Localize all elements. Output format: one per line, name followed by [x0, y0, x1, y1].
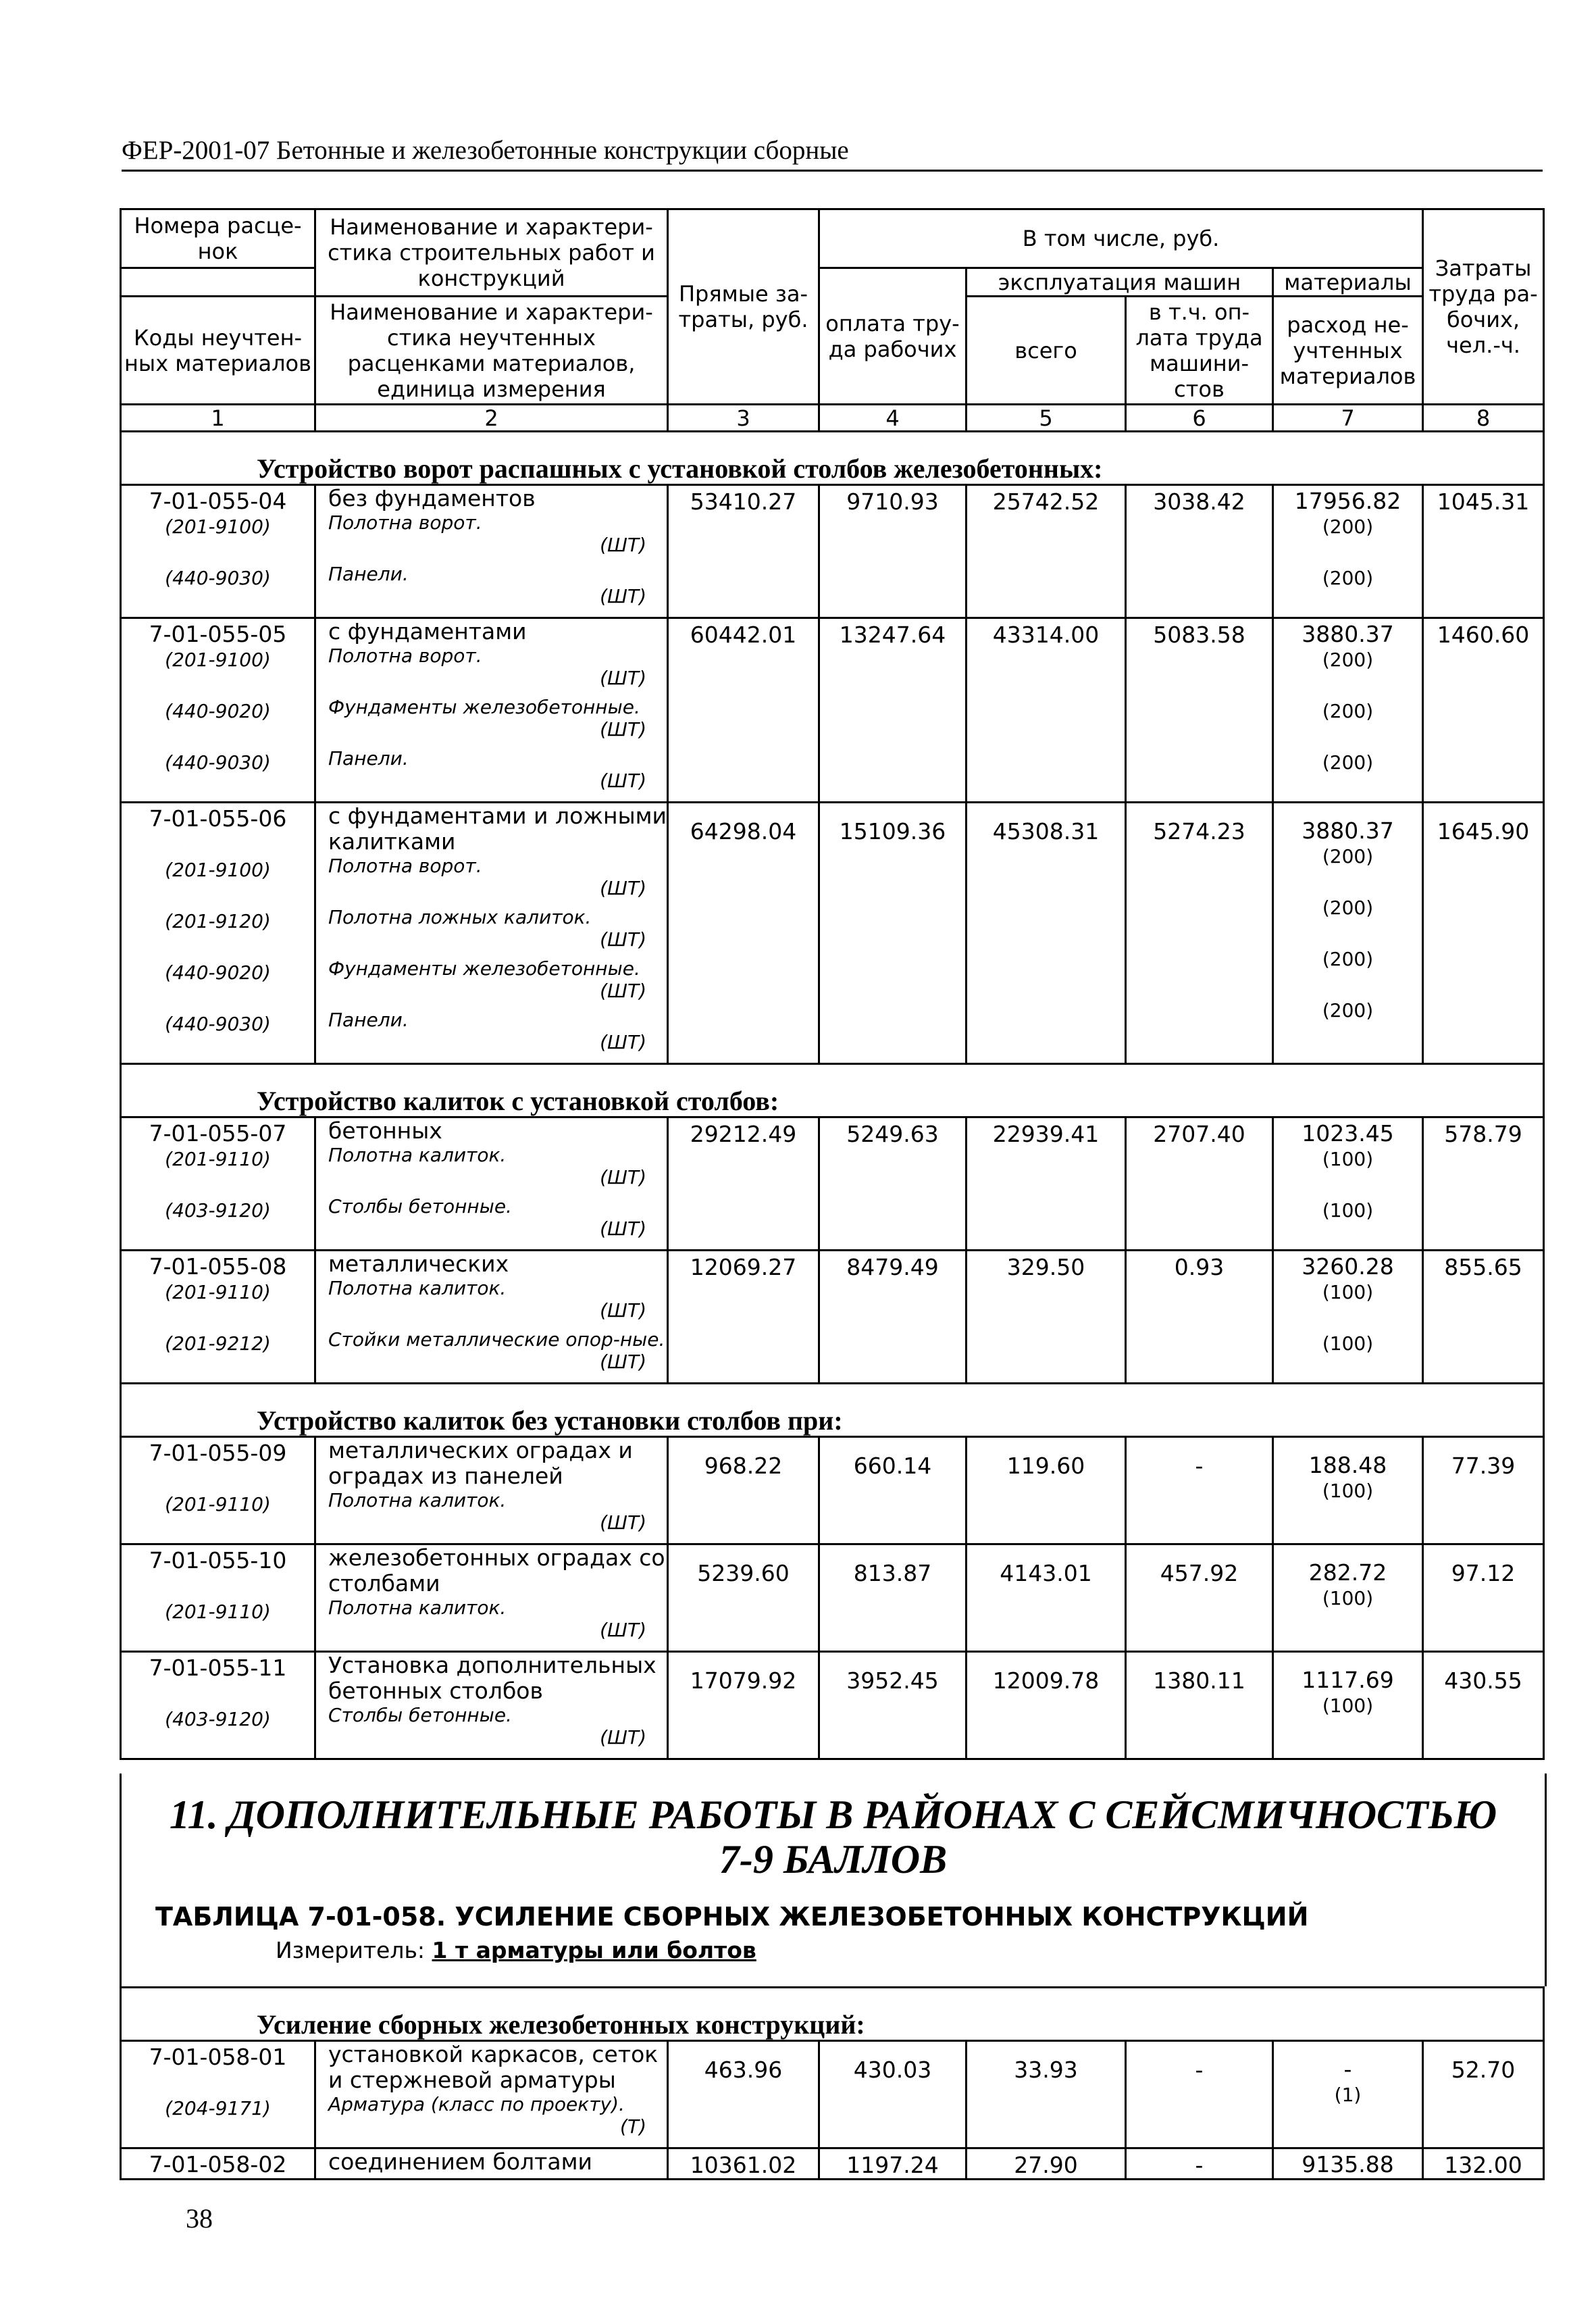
- material-name: Полотна калиток.: [328, 1277, 507, 1299]
- machine-total-value: 329.50: [967, 1251, 1126, 1384]
- labor-costs-value: 132.00: [1423, 2148, 1544, 2180]
- material-name: Полотна ложных калиток.: [328, 906, 592, 928]
- col-rate-numbers: Номера расце-нок: [121, 209, 315, 268]
- col-num: 4: [819, 405, 967, 432]
- material-usage-cell: [1273, 1117, 1423, 1251]
- rate-code: 7-01-055-08: [149, 1253, 287, 1280]
- rate-code-cell: [121, 618, 315, 803]
- material-usage-cell: [1273, 618, 1423, 803]
- col-num: 2: [315, 405, 668, 432]
- material-code: (201-9110): [165, 1281, 271, 1303]
- measure-unit: Измеритель: 1 т арматуры или болтов: [276, 1937, 756, 1963]
- material-qty: (200): [1322, 751, 1374, 774]
- material-item: [316, 1144, 667, 1195]
- material-item: [316, 1009, 667, 1060]
- work-name: бетонных: [328, 1117, 442, 1144]
- spacer: [122, 1574, 314, 1599]
- material-code: (201-9100): [165, 859, 271, 881]
- material-unit: (ШТ): [600, 585, 646, 607]
- material-code: (440-9030): [165, 1013, 271, 1035]
- rate-code-cell: [121, 1544, 315, 1652]
- material-name: Панели.: [328, 563, 409, 585]
- material-usage-cell: [1273, 1251, 1423, 1384]
- direct-costs-value: 968.22: [668, 1437, 819, 1544]
- col-material-usage: расход не-учтенных материалов: [1273, 297, 1423, 405]
- material-item: [316, 645, 667, 696]
- rates-table: [120, 208, 1545, 1760]
- spacer: [122, 1466, 314, 1492]
- material-usage-cell: [1273, 1652, 1423, 1759]
- col-num: 1: [121, 405, 315, 432]
- material-code: (440-9020): [165, 700, 271, 722]
- wages-value: 13247.64: [819, 618, 967, 803]
- material-name: Полотна ворот.: [328, 511, 482, 534]
- material-qty: (100): [1322, 1587, 1374, 1609]
- material-code: (403-9120): [165, 1708, 271, 1730]
- rate-code-cell: [121, 1652, 315, 1759]
- material-code: (201-9100): [165, 649, 271, 671]
- material-code: (201-9212): [165, 1332, 271, 1355]
- work-name: с фундаментами: [328, 618, 527, 645]
- col-num: 3: [668, 405, 819, 432]
- machine-total-value: 119.60: [967, 1437, 1126, 1544]
- machinist-wages-value: 0.93: [1126, 1251, 1273, 1384]
- material-qty: (200): [1322, 845, 1374, 867]
- material-usage-total: 282.72: [1308, 1559, 1387, 1586]
- table-title: ТАБЛИЦА 7-01-058. УСИЛЕНИЕ СБОРНЫХ ЖЕЛЕЗОБЕТОННЫХ КОНСТРУКЦИЙ: [155, 1902, 1309, 1932]
- material-item: [316, 1489, 667, 1540]
- page-number: 38: [186, 2203, 213, 2234]
- material-unit: (ШТ): [600, 1166, 646, 1188]
- col-material-codes: Коды неучтен-ных материалов: [121, 297, 315, 405]
- page-header: ФЕР-2001-07 Бетонные и железобетонные конструкции сборные: [122, 135, 1543, 172]
- material-unit: (ШТ): [600, 718, 646, 740]
- labor-costs-value: 1460.60: [1423, 618, 1544, 803]
- material-name: Полотна калиток.: [328, 1489, 507, 1511]
- chapter-heading: [120, 1774, 1547, 1986]
- wages-value: 430.03: [819, 2041, 967, 2148]
- material-unit: (ШТ): [600, 1619, 646, 1641]
- material-usage-total: 1117.69: [1302, 1667, 1394, 1693]
- labor-costs-value: 578.79: [1423, 1117, 1544, 1251]
- col-num: 7: [1273, 405, 1423, 432]
- rate-row: [121, 1117, 1544, 1251]
- material-usage-cell: [1273, 2148, 1423, 2180]
- material-qty: (100): [1322, 1332, 1374, 1355]
- work-name-cell: [315, 1652, 668, 1759]
- labor-costs-value: 1645.90: [1423, 803, 1544, 1064]
- rate-code-cell: [121, 2041, 315, 2148]
- material-name: Столбы бетонные.: [328, 1195, 512, 1217]
- work-name: металлических оградах и оградах из панелей: [328, 1437, 633, 1489]
- spacer: [122, 1681, 314, 1707]
- rate-code: 7-01-055-10: [149, 1547, 287, 1574]
- material-usage-cell: [1273, 1544, 1423, 1652]
- material-unit: (ШТ): [600, 1031, 646, 1053]
- direct-costs-value: 29212.49: [668, 1117, 819, 1251]
- spacer: [122, 2070, 314, 2096]
- direct-costs-value: 12069.27: [668, 1251, 819, 1384]
- rate-row: [121, 803, 1544, 1064]
- material-name: Полотна калиток.: [328, 1596, 507, 1619]
- material-code: (204-9171): [165, 2097, 271, 2119]
- section-header: [121, 1988, 1544, 2041]
- wages-value: 5249.63: [819, 1117, 967, 1251]
- material-name: Фундаменты железобетонные.: [328, 696, 640, 718]
- section-header: [121, 1064, 1544, 1117]
- machinist-wages-value: -: [1126, 2148, 1273, 2180]
- material-usage-cell: [1273, 2041, 1423, 2148]
- material-item: [316, 696, 667, 747]
- work-name: металлических: [328, 1251, 509, 1277]
- work-name-cell: [315, 2148, 668, 2180]
- work-name-cell: [315, 1544, 668, 1652]
- spacer: [122, 832, 314, 857]
- work-name-cell: [315, 618, 668, 803]
- work-name: Установка дополнительных бетонных столбов: [328, 1652, 657, 1704]
- rate-row: [121, 2041, 1544, 2148]
- section-title: Усиление сборных железобетонных конструкций:: [121, 1988, 1544, 2041]
- material-item: [316, 1596, 667, 1648]
- col-num: 8: [1423, 405, 1544, 432]
- material-name: Стойки металлические опор-ные.: [328, 1328, 665, 1351]
- direct-costs-value: 463.96: [668, 2041, 819, 2148]
- machine-total-value: 25742.52: [967, 485, 1126, 618]
- col-material-name: Наименование и характери-стика неучтенных расценками материалов, единица измерения: [315, 297, 668, 405]
- wages-value: 9710.93: [819, 485, 967, 618]
- col-work-name: Наименование и характери-стика строительных работ и конструкций: [315, 209, 668, 297]
- col-labor-costs: Затраты труда ра-бочих, чел.-ч.: [1423, 209, 1544, 405]
- material-code: (201-9110): [165, 1148, 271, 1170]
- material-usage-total: 17956.82: [1294, 488, 1401, 514]
- wages-value: 813.87: [819, 1544, 967, 1652]
- rate-code: 7-01-055-11: [149, 1655, 287, 1681]
- material-item: [316, 2093, 667, 2144]
- rate-row: [121, 1652, 1544, 1759]
- labor-costs-value: 855.65: [1423, 1251, 1544, 1384]
- direct-costs-value: 10361.02: [668, 2148, 819, 2180]
- material-unit: (ШТ): [600, 877, 646, 899]
- wages-value: 3952.45: [819, 1652, 967, 1759]
- col-num: 5: [967, 405, 1126, 432]
- labor-costs-value: 77.39: [1423, 1437, 1544, 1544]
- rate-code: 7-01-055-07: [149, 1120, 287, 1147]
- material-unit: (ШТ): [600, 980, 646, 1002]
- material-name: Полотна ворот.: [328, 855, 482, 877]
- material-usage-cell: [1273, 485, 1423, 618]
- col-direct-costs: Прямые за-траты, руб.: [668, 209, 819, 405]
- rate-row: [121, 2148, 1544, 2180]
- direct-costs-value: 60442.01: [668, 618, 819, 803]
- material-item: [316, 1277, 667, 1328]
- material-code: (403-9120): [165, 1199, 271, 1222]
- machine-total-value: 4143.01: [967, 1544, 1126, 1652]
- material-usage-total: 1023.45: [1302, 1120, 1394, 1147]
- wages-value: 15109.36: [819, 803, 967, 1064]
- labor-costs-value: 430.55: [1423, 1652, 1544, 1759]
- section-title: Устройство ворот распашных с установкой столбов железобетонных:: [121, 432, 1544, 485]
- material-usage-total: -: [1343, 2056, 1352, 2082]
- material-item: [316, 906, 667, 957]
- work-name-cell: [315, 803, 668, 1064]
- work-name: железобетонных оградах со столбами: [328, 1544, 665, 1596]
- material-usage-total: 3260.28: [1302, 1253, 1394, 1280]
- reinforcement-table: [120, 1986, 1545, 2180]
- chapter-title: 11. ДОПОЛНИТЕЛЬНЫЕ РАБОТЫ В РАЙОНАХ С СЕЙСМИЧНОСТЬЮ 7-9 БАЛЛОВ: [169, 1792, 1497, 1882]
- material-item: [316, 1195, 667, 1247]
- material-code: (201-9120): [165, 910, 271, 932]
- material-name: Полотна ворот.: [328, 645, 482, 667]
- machinist-wages-value: 1380.11: [1126, 1652, 1273, 1759]
- material-code: (440-9030): [165, 751, 271, 774]
- col-machine-ops: эксплуатация машин: [967, 268, 1273, 297]
- material-name: Панели.: [328, 747, 409, 770]
- material-name: Фундаменты железобетонные.: [328, 957, 640, 980]
- work-name: без фундаментов: [328, 485, 536, 511]
- material-unit: (ШТ): [600, 928, 646, 951]
- rate-code-cell: [121, 1437, 315, 1544]
- material-unit: (ШТ): [600, 534, 646, 556]
- machine-total-value: 22939.41: [967, 1117, 1126, 1251]
- material-name: Панели.: [328, 1009, 409, 1031]
- material-item: [316, 511, 667, 563]
- material-qty: (100): [1322, 1281, 1374, 1303]
- machinist-wages-value: 5274.23: [1126, 803, 1273, 1064]
- machinist-wages-value: -: [1126, 2041, 1273, 2148]
- col-including: В том числе, руб.: [819, 209, 1423, 268]
- material-code: (201-9110): [165, 1601, 271, 1623]
- material-qty: (200): [1322, 897, 1374, 919]
- rate-row: [121, 1437, 1544, 1544]
- work-name: с фундаментами и ложными калитками: [328, 803, 667, 855]
- work-name: соединением болтами: [328, 2148, 592, 2175]
- machine-total-value: 33.93: [967, 2041, 1126, 2148]
- col-wages: оплата тру-да рабочих: [819, 268, 967, 405]
- work-name: установкой каркасов, сеток и стержневой арматуры: [328, 2041, 659, 2093]
- material-qty: (100): [1322, 1199, 1374, 1222]
- direct-costs-value: 5239.60: [668, 1544, 819, 1652]
- material-item: [316, 957, 667, 1009]
- material-name: Полотна калиток.: [328, 1144, 507, 1166]
- rate-code: 7-01-058-02: [149, 2151, 287, 2178]
- material-item: [316, 855, 667, 906]
- material-qty: (1): [1334, 2084, 1362, 2106]
- section-title: Устройство калиток с установкой столбов:: [121, 1064, 1544, 1117]
- material-code: (440-9030): [165, 567, 271, 589]
- material-usage-total: 188.48: [1308, 1452, 1387, 1478]
- material-qty: (100): [1322, 1694, 1374, 1717]
- rate-code: 7-01-058-01: [149, 2044, 287, 2070]
- rate-row: [121, 1251, 1544, 1384]
- material-qty: (200): [1322, 515, 1374, 538]
- material-item: [316, 1328, 667, 1380]
- material-qty: (100): [1322, 1480, 1374, 1502]
- rate-code-cell: [121, 1251, 315, 1384]
- material-usage-total: 3880.37: [1302, 621, 1394, 647]
- material-unit: (ШТ): [600, 1351, 646, 1373]
- material-unit: (ШТ): [600, 770, 646, 792]
- rate-row: [121, 1544, 1544, 1652]
- material-qty: (200): [1322, 999, 1374, 1022]
- material-qty: (200): [1322, 948, 1374, 970]
- material-code: (201-9100): [165, 515, 271, 538]
- rate-code: 7-01-055-09: [149, 1440, 287, 1466]
- material-unit: (Т): [620, 2115, 646, 2138]
- machinist-wages-value: 5083.58: [1126, 618, 1273, 803]
- machinist-wages-value: 2707.40: [1126, 1117, 1273, 1251]
- direct-costs-value: 64298.04: [668, 803, 819, 1064]
- direct-costs-value: 17079.92: [668, 1652, 819, 1759]
- col-num: 6: [1126, 405, 1273, 432]
- material-usage-total: 3880.37: [1302, 818, 1394, 844]
- rate-code: 7-01-055-05: [149, 621, 287, 647]
- section-title: Устройство калиток без установки столбов при:: [121, 1384, 1544, 1437]
- material-unit: (ШТ): [600, 1511, 646, 1534]
- machine-total-value: 45308.31: [967, 803, 1126, 1064]
- col-machinist-wages: в т.ч. оп-лата труда машини-стов: [1126, 297, 1273, 405]
- material-name: Столбы бетонные.: [328, 1704, 512, 1726]
- material-item: [316, 563, 667, 614]
- rate-code-cell: [121, 1117, 315, 1251]
- material-item: [316, 747, 667, 799]
- material-item: [316, 1704, 667, 1755]
- machine-total-value: 12009.78: [967, 1652, 1126, 1759]
- material-name: Арматура (класс по проекту).: [328, 2093, 625, 2115]
- rate-row: [121, 485, 1544, 618]
- rate-code-cell: [121, 2148, 315, 2180]
- labor-costs-value: 97.12: [1423, 1544, 1544, 1652]
- section-header: [121, 1384, 1544, 1437]
- material-unit: (ШТ): [600, 667, 646, 689]
- material-usage-total: 9135.88: [1302, 2151, 1394, 2178]
- material-usage-cell: [1273, 803, 1423, 1064]
- material-qty: (100): [1322, 1148, 1374, 1170]
- rate-code: 7-01-055-04: [149, 488, 287, 514]
- col-machine-total: всего: [967, 297, 1126, 405]
- material-qty: (200): [1322, 567, 1374, 589]
- machinist-wages-value: -: [1126, 1437, 1273, 1544]
- machinist-wages-value: 457.92: [1126, 1544, 1273, 1652]
- wages-value: 8479.49: [819, 1251, 967, 1384]
- material-unit: (ШТ): [600, 1217, 646, 1240]
- rate-code: 7-01-055-06: [149, 805, 287, 832]
- labor-costs-value: 1045.31: [1423, 485, 1544, 618]
- machine-total-value: 27.90: [967, 2148, 1126, 2180]
- material-unit: (ШТ): [600, 1299, 646, 1322]
- work-name-cell: [315, 485, 668, 618]
- rate-code-cell: [121, 803, 315, 1064]
- material-unit: (ШТ): [600, 1726, 646, 1749]
- machine-total-value: 43314.00: [967, 618, 1126, 803]
- wages-value: 660.14: [819, 1437, 967, 1544]
- rate-code-cell: [121, 485, 315, 618]
- material-qty: (200): [1322, 649, 1374, 671]
- material-usage-cell: [1273, 1437, 1423, 1544]
- machinist-wages-value: 3038.42: [1126, 485, 1273, 618]
- wages-value: 1197.24: [819, 2148, 967, 2180]
- section-header: [121, 432, 1544, 485]
- work-name-cell: [315, 2041, 668, 2148]
- material-code: (201-9110): [165, 1493, 271, 1515]
- material-qty: (200): [1322, 700, 1374, 722]
- work-name-cell: [315, 1117, 668, 1251]
- col-materials: материалы: [1273, 268, 1423, 297]
- labor-costs-value: 52.70: [1423, 2041, 1544, 2148]
- material-code: (440-9020): [165, 961, 271, 984]
- direct-costs-value: 53410.27: [668, 485, 819, 618]
- work-name-cell: [315, 1437, 668, 1544]
- work-name-cell: [315, 1251, 668, 1384]
- rate-row: [121, 618, 1544, 803]
